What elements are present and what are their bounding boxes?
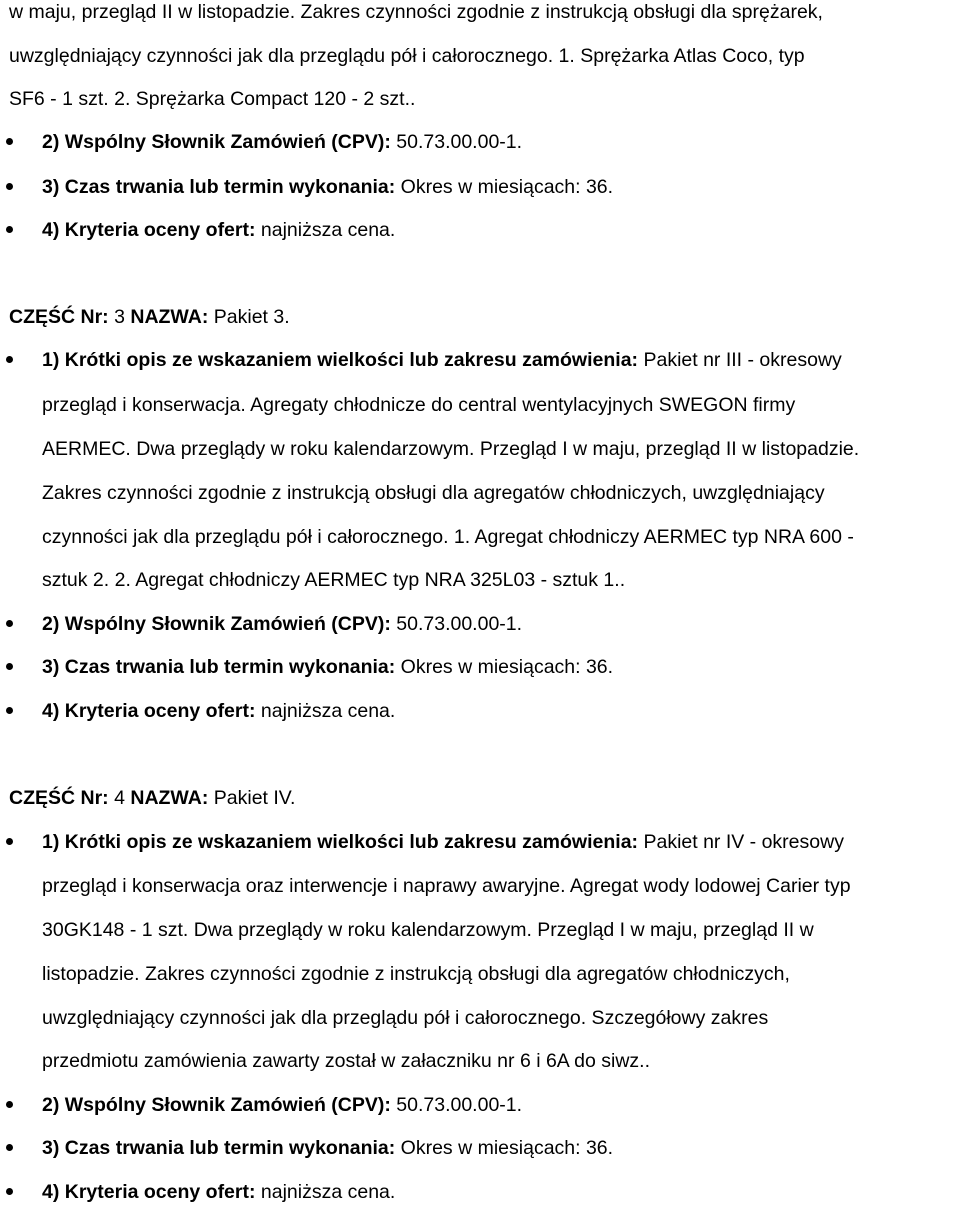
intro-line: SF6 - 1 szt. 2. Sprężarka Compact 120 - 2 szt..	[9, 88, 416, 110]
item-value: Okres w miesiącach: 36.	[395, 176, 614, 198]
bullet-icon	[6, 707, 13, 714]
description-line: przegląd i konserwacja oraz interwencje i naprawy awaryjne. Agregat wody lodowej Carier typ	[42, 875, 851, 897]
item-label: 3) Czas trwania lub termin wykonania:	[42, 656, 396, 678]
item-label: 4) Kryteria oceny ofert:	[42, 219, 256, 241]
item-value: najniższa cena.	[255, 1181, 396, 1203]
description-line: 30GK148 - 1 szt. Dwa przeglądy w roku kalendarzowym. Przegląd I w maju, przegląd II w	[42, 919, 814, 941]
part-heading: CZĘŚĆ Nr: 4 NAZWA: Pakiet IV.	[9, 787, 296, 809]
bullet-icon	[6, 663, 13, 670]
item-value: Pakiet nr IV - okresowy	[638, 831, 844, 853]
item-value: 50.73.00.00-1.	[390, 131, 523, 153]
description-line: AERMEC. Dwa przeglądy w roku kalendarzowym. Przegląd I w maju, przegląd II w listopadzie.	[42, 438, 860, 460]
bullet-icon	[6, 1188, 13, 1195]
item-value: Pakiet nr III - okresowy	[638, 349, 842, 371]
bullet-icon	[6, 838, 13, 845]
description-line: przegląd i konserwacja. Agregaty chłodnicze do central wentylacyjnych SWEGON firmy	[42, 394, 796, 416]
item-value: Okres w miesiącach: 36.	[395, 656, 614, 678]
item-value: najniższa cena.	[255, 219, 396, 241]
intro-line: uwzględniający czynności jak dla przeglądu pół i całorocznego. 1. Sprężarka Atlas Coco, typ	[9, 45, 805, 67]
bullet-icon	[6, 138, 13, 145]
description-line: uwzględniający czynności jak dla przeglądu pół i całorocznego. Szczegółowy zakres	[42, 1007, 769, 1029]
item-label: 4) Kryteria oceny ofert:	[42, 700, 256, 722]
item-value: 50.73.00.00-1.	[390, 613, 523, 635]
item-value: 50.73.00.00-1.	[390, 1094, 523, 1116]
item-label: 3) Czas trwania lub termin wykonania:	[42, 1137, 396, 1159]
bullet-icon	[6, 1144, 13, 1151]
item-label: 1) Krótki opis ze wskazaniem wielkości lub zakresu zamówienia:	[42, 831, 639, 853]
bullet-icon	[6, 183, 13, 190]
item-label: 2) Wspólny Słownik Zamówień (CPV):	[42, 613, 391, 635]
part-heading: CZĘŚĆ Nr: 3 NAZWA: Pakiet 3.	[9, 306, 290, 328]
bullet-icon	[6, 1101, 13, 1108]
description-line: przedmiotu zamówienia zawarty został w załaczniku nr 6 i 6A do siwz..	[42, 1050, 651, 1072]
item-label: 4) Kryteria oceny ofert:	[42, 1181, 256, 1203]
bullet-icon	[6, 620, 13, 627]
item-value: Okres w miesiącach: 36.	[395, 1137, 614, 1159]
item-label: 1) Krótki opis ze wskazaniem wielkości lub zakresu zamówienia:	[42, 349, 639, 371]
description-line: Zakres czynności zgodnie z instrukcją obsługi dla agregatów chłodniczych, uwzględniający	[42, 482, 825, 504]
bullet-icon	[6, 226, 13, 233]
description-line: sztuk 2. 2. Agregat chłodniczy AERMEC typ NRA 325L03 - sztuk 1..	[42, 569, 626, 591]
bullet-icon	[6, 356, 13, 363]
item-label: 2) Wspólny Słownik Zamówień (CPV):	[42, 131, 391, 153]
item-label: 2) Wspólny Słownik Zamówień (CPV):	[42, 1094, 391, 1116]
intro-line: w maju, przegląd II w listopadzie. Zakres czynności zgodnie z instrukcją obsługi dla sprężarek,	[9, 1, 823, 23]
item-value: najniższa cena.	[255, 700, 396, 722]
item-label: 3) Czas trwania lub termin wykonania:	[42, 176, 396, 198]
description-line: czynności jak dla przeglądu pół i całorocznego. 1. Agregat chłodniczy AERMEC typ NRA 600 -	[42, 526, 854, 548]
description-line: listopadzie. Zakres czynności zgodnie z instrukcją obsługi dla agregatów chłodniczych,	[42, 963, 790, 985]
